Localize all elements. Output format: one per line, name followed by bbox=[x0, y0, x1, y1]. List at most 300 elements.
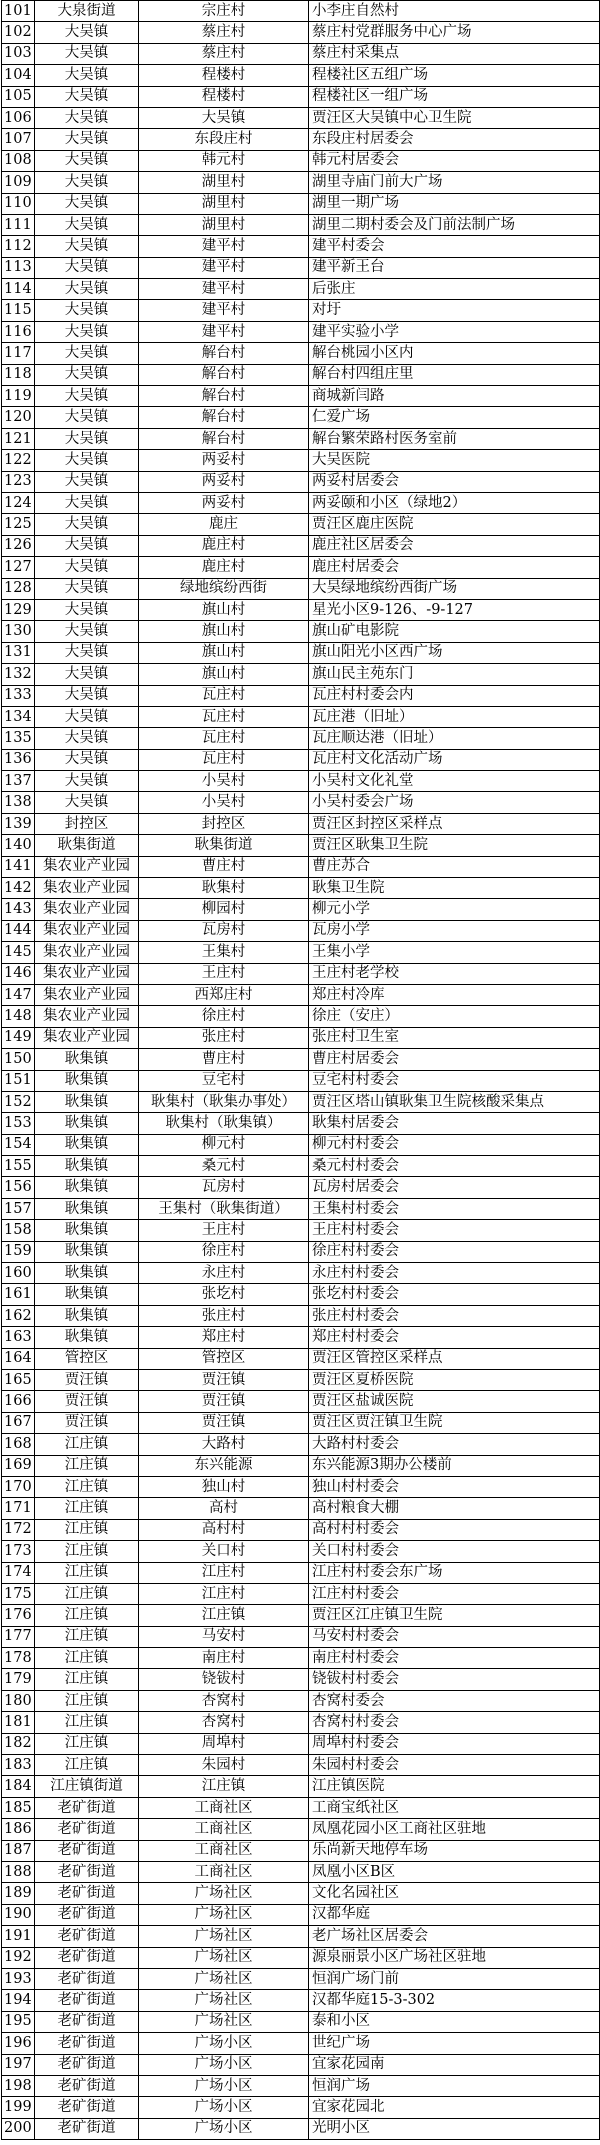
row-number-cell: 140 bbox=[2, 835, 35, 856]
table-row bbox=[2, 65, 600, 86]
village-cell: 广场小区 bbox=[139, 2097, 309, 2118]
site-cell: 大吴医院 bbox=[309, 450, 600, 471]
village-cell: 建平村 bbox=[139, 321, 309, 342]
table-row bbox=[2, 2054, 600, 2075]
row-number-cell: 182 bbox=[2, 1733, 35, 1754]
row-number-cell: 128 bbox=[2, 578, 35, 599]
site-cell: 贾汪区大吴镇中心卫生院 bbox=[309, 107, 600, 128]
village-cell: 广场社区 bbox=[139, 1990, 309, 2011]
row-number-cell: 169 bbox=[2, 1455, 35, 1476]
row-number-cell: 118 bbox=[2, 364, 35, 385]
table-row bbox=[2, 172, 600, 193]
town-cell: 江庄镇 bbox=[35, 1712, 139, 1733]
village-cell: 蔡庄村 bbox=[139, 43, 309, 64]
village-cell: 解台村 bbox=[139, 386, 309, 407]
site-cell: 独山村村委会 bbox=[309, 1476, 600, 1497]
site-cell: 徐庄（安庄） bbox=[309, 1006, 600, 1027]
town-cell: 大吴镇 bbox=[35, 642, 139, 663]
village-cell: 瓦房村 bbox=[139, 920, 309, 941]
village-cell: 徐庄村 bbox=[139, 1006, 309, 1027]
village-cell: 江庄村 bbox=[139, 1562, 309, 1583]
table-row bbox=[2, 1541, 600, 1562]
table-row bbox=[2, 1198, 600, 1219]
village-cell: 王庄村 bbox=[139, 963, 309, 984]
row-number-cell: 109 bbox=[2, 172, 35, 193]
site-cell: 柳元小学 bbox=[309, 899, 600, 920]
row-number-cell: 114 bbox=[2, 279, 35, 300]
town-cell: 江庄镇 bbox=[35, 1755, 139, 1776]
table-row bbox=[2, 1027, 600, 1048]
row-number-cell: 101 bbox=[2, 1, 35, 22]
row-number-cell: 129 bbox=[2, 599, 35, 620]
village-cell: 耿集村 bbox=[139, 878, 309, 899]
row-number-cell: 145 bbox=[2, 942, 35, 963]
village-cell: 封控区 bbox=[139, 813, 309, 834]
sampling-site-table bbox=[1, 0, 600, 2140]
town-cell: 集农业产业园 bbox=[35, 878, 139, 899]
table-row bbox=[2, 1883, 600, 1904]
village-cell: 王集村（耿集街道） bbox=[139, 1198, 309, 1219]
row-number-cell: 137 bbox=[2, 771, 35, 792]
village-cell: 张庄村 bbox=[139, 1027, 309, 1048]
table-row bbox=[2, 1712, 600, 1733]
village-cell: 小吴村 bbox=[139, 771, 309, 792]
town-cell: 大吴镇 bbox=[35, 214, 139, 235]
town-cell: 大吴镇 bbox=[35, 492, 139, 513]
site-cell: 后张庄 bbox=[309, 279, 600, 300]
table-row bbox=[2, 1669, 600, 1690]
village-cell: 旗山村 bbox=[139, 599, 309, 620]
site-cell: 南庄村村委会 bbox=[309, 1648, 600, 1669]
table-row bbox=[2, 920, 600, 941]
village-cell: 旗山村 bbox=[139, 642, 309, 663]
row-number-cell: 146 bbox=[2, 963, 35, 984]
town-cell: 耿集镇 bbox=[35, 1220, 139, 1241]
site-cell: 两妥颐和小区（绿地2） bbox=[309, 492, 600, 513]
table-row bbox=[2, 642, 600, 663]
site-cell: 两妥村居委会 bbox=[309, 471, 600, 492]
village-cell: 东兴能源 bbox=[139, 1455, 309, 1476]
row-number-cell: 188 bbox=[2, 1861, 35, 1882]
site-cell: 永庄村村委会 bbox=[309, 1263, 600, 1284]
village-cell: 宗庄村 bbox=[139, 1, 309, 22]
table-row bbox=[2, 1498, 600, 1519]
table-row bbox=[2, 1562, 600, 1583]
table-row bbox=[2, 1284, 600, 1305]
village-cell: 广场社区 bbox=[139, 1926, 309, 1947]
site-cell: 杏窝村村委会 bbox=[309, 1712, 600, 1733]
site-cell: 郑庄村村委会 bbox=[309, 1327, 600, 1348]
table-row bbox=[2, 193, 600, 214]
village-cell: 两妥村 bbox=[139, 492, 309, 513]
site-cell: 江庄镇医院 bbox=[309, 1776, 600, 1797]
village-cell: 西郑庄村 bbox=[139, 984, 309, 1005]
table-row bbox=[2, 1690, 600, 1711]
row-number-cell: 158 bbox=[2, 1220, 35, 1241]
village-cell: 张庄村 bbox=[139, 1305, 309, 1326]
town-cell: 大吴镇 bbox=[35, 107, 139, 128]
table-row bbox=[2, 1476, 600, 1497]
town-cell: 大吴镇 bbox=[35, 471, 139, 492]
row-number-cell: 198 bbox=[2, 2075, 35, 2096]
site-cell: 旗山阳光小区西广场 bbox=[309, 642, 600, 663]
row-number-cell: 124 bbox=[2, 492, 35, 513]
town-cell: 大吴镇 bbox=[35, 706, 139, 727]
town-cell: 耿集镇 bbox=[35, 1263, 139, 1284]
village-cell: 小吴村 bbox=[139, 792, 309, 813]
site-cell: 小吴村委会广场 bbox=[309, 792, 600, 813]
row-number-cell: 192 bbox=[2, 1947, 35, 1968]
site-cell: 商城新闫路 bbox=[309, 386, 600, 407]
site-cell: 耿集卫生院 bbox=[309, 878, 600, 899]
site-cell: 解台桃园小区内 bbox=[309, 343, 600, 364]
site-cell: 星光小区9-126、-9-127 bbox=[309, 599, 600, 620]
village-cell: 蔡庄村 bbox=[139, 22, 309, 43]
site-cell: 豆宅村村委会 bbox=[309, 1070, 600, 1091]
town-cell: 大吴镇 bbox=[35, 621, 139, 642]
table-row bbox=[2, 86, 600, 107]
row-number-cell: 165 bbox=[2, 1370, 35, 1391]
table-row bbox=[2, 578, 600, 599]
table-row bbox=[2, 1305, 600, 1326]
row-number-cell: 194 bbox=[2, 1990, 35, 2011]
town-cell: 大吴镇 bbox=[35, 150, 139, 171]
site-cell: 恒润广场 bbox=[309, 2075, 600, 2096]
village-cell: 瓦庄村 bbox=[139, 706, 309, 727]
row-number-cell: 176 bbox=[2, 1605, 35, 1626]
table-row bbox=[2, 43, 600, 64]
site-cell: 贾汪区塔山镇耿集卫生院核酸采集点 bbox=[309, 1091, 600, 1112]
table-row bbox=[2, 1861, 600, 1882]
site-cell: 江庄村村委会东广场 bbox=[309, 1562, 600, 1583]
site-cell: 贾汪区耿集卫生院 bbox=[309, 835, 600, 856]
row-number-cell: 179 bbox=[2, 1669, 35, 1690]
town-cell: 大吴镇 bbox=[35, 343, 139, 364]
village-cell: 瓦房村 bbox=[139, 1177, 309, 1198]
table-row bbox=[2, 1, 600, 22]
row-number-cell: 183 bbox=[2, 1755, 35, 1776]
table-row bbox=[2, 1070, 600, 1091]
site-cell: 老广场社区居委会 bbox=[309, 1926, 600, 1947]
table-row bbox=[2, 2075, 600, 2096]
row-number-cell: 175 bbox=[2, 1583, 35, 1604]
site-cell: 凤凰花园小区工商社区驻地 bbox=[309, 1819, 600, 1840]
site-cell: 光明小区 bbox=[309, 2118, 600, 2139]
site-cell: 汉都华庭15-3-302 bbox=[309, 1990, 600, 2011]
row-number-cell: 197 bbox=[2, 2054, 35, 2075]
site-cell: 旗山矿电影院 bbox=[309, 621, 600, 642]
row-number-cell: 133 bbox=[2, 685, 35, 706]
row-number-cell: 148 bbox=[2, 1006, 35, 1027]
row-number-cell: 161 bbox=[2, 1284, 35, 1305]
row-number-cell: 186 bbox=[2, 1819, 35, 1840]
village-cell: 耿集街道 bbox=[139, 835, 309, 856]
town-cell: 老矿街道 bbox=[35, 1840, 139, 1861]
row-number-cell: 157 bbox=[2, 1198, 35, 1219]
row-number-cell: 119 bbox=[2, 386, 35, 407]
site-cell: 工商宝纸社区 bbox=[309, 1797, 600, 1818]
table-row bbox=[2, 535, 600, 556]
row-number-cell: 144 bbox=[2, 920, 35, 941]
town-cell: 耿集镇 bbox=[35, 1091, 139, 1112]
site-cell: 贾汪区贾汪镇卫生院 bbox=[309, 1412, 600, 1433]
village-cell: 绿地缤纷西街 bbox=[139, 578, 309, 599]
town-cell: 老矿街道 bbox=[35, 2054, 139, 2075]
village-cell: 解台村 bbox=[139, 428, 309, 449]
town-cell: 大吴镇 bbox=[35, 172, 139, 193]
table-row bbox=[2, 386, 600, 407]
town-cell: 集农业产业园 bbox=[35, 1027, 139, 1048]
town-cell: 管控区 bbox=[35, 1348, 139, 1369]
village-cell: 广场社区 bbox=[139, 2011, 309, 2032]
site-cell: 贾汪区管控区采样点 bbox=[309, 1348, 600, 1369]
row-number-cell: 121 bbox=[2, 428, 35, 449]
village-cell: 瓦庄村 bbox=[139, 728, 309, 749]
site-cell: 小李庄自然村 bbox=[309, 1, 600, 22]
town-cell: 耿集街道 bbox=[35, 835, 139, 856]
village-cell: 贾汪镇 bbox=[139, 1370, 309, 1391]
town-cell: 大吴镇 bbox=[35, 43, 139, 64]
table-row bbox=[2, 1412, 600, 1433]
site-cell: 世纪广场 bbox=[309, 2033, 600, 2054]
town-cell: 江庄镇 bbox=[35, 1476, 139, 1497]
village-cell: 王集村 bbox=[139, 942, 309, 963]
village-cell: 徐庄村 bbox=[139, 1241, 309, 1262]
village-cell: 程楼村 bbox=[139, 65, 309, 86]
site-cell: 朱园村村委会 bbox=[309, 1755, 600, 1776]
town-cell: 大吴镇 bbox=[35, 193, 139, 214]
site-cell: 江庄村村委会 bbox=[309, 1583, 600, 1604]
table-row bbox=[2, 685, 600, 706]
table-row bbox=[2, 1605, 600, 1626]
town-cell: 江庄镇 bbox=[35, 1434, 139, 1455]
row-number-cell: 154 bbox=[2, 1134, 35, 1155]
table-row bbox=[2, 2011, 600, 2032]
table-row bbox=[2, 984, 600, 1005]
row-number-cell: 113 bbox=[2, 257, 35, 278]
town-cell: 耿集镇 bbox=[35, 1134, 139, 1155]
row-number-cell: 141 bbox=[2, 856, 35, 877]
village-cell: 两妥村 bbox=[139, 450, 309, 471]
row-number-cell: 131 bbox=[2, 642, 35, 663]
village-cell: 永庄村 bbox=[139, 1263, 309, 1284]
town-cell: 老矿街道 bbox=[35, 1861, 139, 1882]
table-row bbox=[2, 129, 600, 150]
village-cell: 柳元村 bbox=[139, 1134, 309, 1155]
village-cell: 铙钹村 bbox=[139, 1669, 309, 1690]
row-number-cell: 138 bbox=[2, 792, 35, 813]
row-number-cell: 187 bbox=[2, 1840, 35, 1861]
town-cell: 大吴镇 bbox=[35, 557, 139, 578]
site-cell: 瓦房村居委会 bbox=[309, 1177, 600, 1198]
town-cell: 大吴镇 bbox=[35, 514, 139, 535]
row-number-cell: 153 bbox=[2, 1113, 35, 1134]
town-cell: 大吴镇 bbox=[35, 129, 139, 150]
village-cell: 豆宅村 bbox=[139, 1070, 309, 1091]
town-cell: 大吴镇 bbox=[35, 685, 139, 706]
table-row bbox=[2, 257, 600, 278]
village-cell: 湖里村 bbox=[139, 172, 309, 193]
table-row bbox=[2, 1348, 600, 1369]
site-cell: 旗山民主苑东门 bbox=[309, 664, 600, 685]
site-cell: 关口村村委会 bbox=[309, 1541, 600, 1562]
table-row bbox=[2, 856, 600, 877]
site-cell: 贾汪区封控区采样点 bbox=[309, 813, 600, 834]
town-cell: 老矿街道 bbox=[35, 1904, 139, 1925]
table-row bbox=[2, 771, 600, 792]
table-row bbox=[2, 1776, 600, 1797]
site-cell: 小吴村文化礼堂 bbox=[309, 771, 600, 792]
village-cell: 曹庄村 bbox=[139, 1049, 309, 1070]
table-row bbox=[2, 492, 600, 513]
town-cell: 耿集镇 bbox=[35, 1113, 139, 1134]
town-cell: 江庄镇 bbox=[35, 1733, 139, 1754]
town-cell: 大吴镇 bbox=[35, 749, 139, 770]
village-cell: 王庄村 bbox=[139, 1220, 309, 1241]
village-cell: 柳园村 bbox=[139, 899, 309, 920]
table-row bbox=[2, 664, 600, 685]
village-cell: 江庄村 bbox=[139, 1583, 309, 1604]
village-cell: 鹿庄村 bbox=[139, 557, 309, 578]
site-cell: 王集小学 bbox=[309, 942, 600, 963]
village-cell: 杏窝村 bbox=[139, 1690, 309, 1711]
site-cell: 建平新王台 bbox=[309, 257, 600, 278]
village-cell: 桑元村 bbox=[139, 1156, 309, 1177]
row-number-cell: 132 bbox=[2, 664, 35, 685]
table-row bbox=[2, 1327, 600, 1348]
site-cell: 湖里寺庙门前大广场 bbox=[309, 172, 600, 193]
row-number-cell: 168 bbox=[2, 1434, 35, 1455]
table-row bbox=[2, 899, 600, 920]
table-row bbox=[2, 1134, 600, 1155]
row-number-cell: 127 bbox=[2, 557, 35, 578]
site-cell: 解台繁荣路村医务室前 bbox=[309, 428, 600, 449]
row-number-cell: 199 bbox=[2, 2097, 35, 2118]
table-row bbox=[2, 1113, 600, 1134]
town-cell: 老矿街道 bbox=[35, 1926, 139, 1947]
row-number-cell: 111 bbox=[2, 214, 35, 235]
row-number-cell: 149 bbox=[2, 1027, 35, 1048]
site-cell: 曹庄苏合 bbox=[309, 856, 600, 877]
town-cell: 耿集镇 bbox=[35, 1305, 139, 1326]
row-number-cell: 170 bbox=[2, 1476, 35, 1497]
site-cell: 宜家花园南 bbox=[309, 2054, 600, 2075]
row-number-cell: 112 bbox=[2, 236, 35, 257]
row-number-cell: 180 bbox=[2, 1690, 35, 1711]
town-cell: 江庄镇 bbox=[35, 1455, 139, 1476]
row-number-cell: 166 bbox=[2, 1391, 35, 1412]
town-cell: 老矿街道 bbox=[35, 1947, 139, 1968]
row-number-cell: 139 bbox=[2, 813, 35, 834]
village-cell: 贾汪镇 bbox=[139, 1391, 309, 1412]
row-number-cell: 189 bbox=[2, 1883, 35, 1904]
site-cell: 贾汪区盐诚医院 bbox=[309, 1391, 600, 1412]
site-cell: 高村粮食大棚 bbox=[309, 1498, 600, 1519]
table-row bbox=[2, 1220, 600, 1241]
town-cell: 集农业产业园 bbox=[35, 963, 139, 984]
site-cell: 文化名园社区 bbox=[309, 1883, 600, 1904]
town-cell: 大吴镇 bbox=[35, 321, 139, 342]
town-cell: 江庄镇 bbox=[35, 1690, 139, 1711]
site-cell: 鹿庄村居委会 bbox=[309, 557, 600, 578]
row-number-cell: 142 bbox=[2, 878, 35, 899]
site-cell: 东兴能源3期办公楼前 bbox=[309, 1455, 600, 1476]
town-cell: 老矿街道 bbox=[35, 1883, 139, 1904]
village-cell: 管控区 bbox=[139, 1348, 309, 1369]
table-row bbox=[2, 1819, 600, 1840]
town-cell: 江庄镇 bbox=[35, 1648, 139, 1669]
row-number-cell: 190 bbox=[2, 1904, 35, 1925]
village-cell: 广场小区 bbox=[139, 2118, 309, 2139]
table-row bbox=[2, 450, 600, 471]
town-cell: 耿集镇 bbox=[35, 1241, 139, 1262]
site-cell: 瓦庄港（旧址） bbox=[309, 706, 600, 727]
town-cell: 耿集镇 bbox=[35, 1177, 139, 1198]
village-cell: 韩元村 bbox=[139, 150, 309, 171]
site-cell: 王庄村老学校 bbox=[309, 963, 600, 984]
table-row bbox=[2, 557, 600, 578]
table-row bbox=[2, 1648, 600, 1669]
town-cell: 江庄镇 bbox=[35, 1605, 139, 1626]
site-cell: 王庄村村委会 bbox=[309, 1220, 600, 1241]
village-cell: 建平村 bbox=[139, 236, 309, 257]
site-cell: 程楼社区五组广场 bbox=[309, 65, 600, 86]
town-cell: 大吴镇 bbox=[35, 407, 139, 428]
row-number-cell: 130 bbox=[2, 621, 35, 642]
site-cell: 瓦庄村文化活动广场 bbox=[309, 749, 600, 770]
town-cell: 江庄镇 bbox=[35, 1626, 139, 1647]
town-cell: 集农业产业园 bbox=[35, 856, 139, 877]
town-cell: 江庄镇 bbox=[35, 1519, 139, 1540]
village-cell: 解台村 bbox=[139, 407, 309, 428]
village-cell: 张圪村 bbox=[139, 1284, 309, 1305]
village-cell: 两妥村 bbox=[139, 471, 309, 492]
row-number-cell: 172 bbox=[2, 1519, 35, 1540]
row-number-cell: 171 bbox=[2, 1498, 35, 1519]
table-row bbox=[2, 1370, 600, 1391]
village-cell: 江庄镇 bbox=[139, 1776, 309, 1797]
row-number-cell: 160 bbox=[2, 1263, 35, 1284]
row-number-cell: 195 bbox=[2, 2011, 35, 2032]
table-row bbox=[2, 835, 600, 856]
row-number-cell: 181 bbox=[2, 1712, 35, 1733]
row-number-cell: 150 bbox=[2, 1049, 35, 1070]
site-cell: 泰和小区 bbox=[309, 2011, 600, 2032]
village-cell: 独山村 bbox=[139, 1476, 309, 1497]
village-cell: 广场小区 bbox=[139, 2075, 309, 2096]
site-cell: 贾汪区鹿庄医院 bbox=[309, 514, 600, 535]
table-row bbox=[2, 514, 600, 535]
town-cell: 老矿街道 bbox=[35, 1968, 139, 1989]
town-cell: 耿集镇 bbox=[35, 1156, 139, 1177]
town-cell: 耿集镇 bbox=[35, 1070, 139, 1091]
table-row bbox=[2, 1904, 600, 1925]
town-cell: 老矿街道 bbox=[35, 1797, 139, 1818]
row-number-cell: 136 bbox=[2, 749, 35, 770]
row-number-cell: 120 bbox=[2, 407, 35, 428]
site-cell: 解台村四组庄里 bbox=[309, 364, 600, 385]
table-row bbox=[2, 963, 600, 984]
site-cell: 建平实验小学 bbox=[309, 321, 600, 342]
row-number-cell: 162 bbox=[2, 1305, 35, 1326]
site-cell: 贾汪区江庄镇卫生院 bbox=[309, 1605, 600, 1626]
table-body bbox=[2, 1, 600, 2140]
row-number-cell: 105 bbox=[2, 86, 35, 107]
table-row bbox=[2, 1434, 600, 1455]
site-cell: 马安村村委会 bbox=[309, 1626, 600, 1647]
table-row bbox=[2, 621, 600, 642]
site-cell: 瓦房小学 bbox=[309, 920, 600, 941]
